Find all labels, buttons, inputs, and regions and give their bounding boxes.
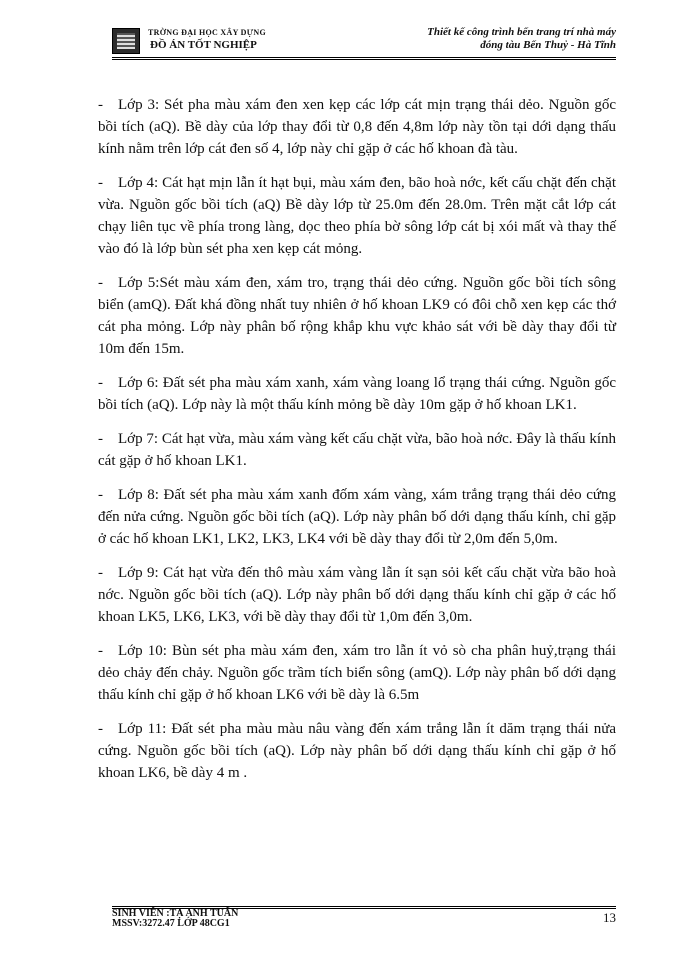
project-title-line-1: Thiết kế công trình bến trang trí nhà máy (427, 26, 616, 38)
soil-layer-paragraph (98, 718, 616, 784)
soil-layer-paragraph (98, 272, 616, 360)
student-info (112, 909, 238, 929)
project-title-line-2: đóng tàu Bến Thuỷ - Hà Tĩnh (480, 39, 616, 51)
page-header (112, 26, 616, 56)
paragraph-text: Lớp 8: Đất sét pha màu xám xanh đốm xám vàng, xám trắng trạng thái dẻo cứng đến nửa cứng. Nguồn gốc bồi tích (aQ). Lớp này phân bố dới dạng thấu kính, chỉ gặp ở các hố khoan LK1, LK2, LK3, LK4 với bề dày thay đổi từ 2,0m đến 5,0m. (98, 487, 616, 547)
document-body (98, 94, 616, 796)
paragraph-text: Lớp 9: Cát hạt vừa đến thô màu xám vàng lẫn ít sạn sỏi kết cấu chặt vừa bão hoà nớc. Nguồn gốc bồi tích (aQ). Lớp này phân bố dới dạng thấu kính chỉ gặp ở các hố khoan LK5, LK6, LK3, với bề dày thay đổi từ 1,0m đến 3,0m. (98, 565, 616, 625)
project-label: ĐỒ ÁN TỐT NGHIỆP (150, 39, 257, 51)
project-title (427, 26, 616, 52)
university-logo (112, 28, 140, 54)
soil-layer-paragraph (98, 94, 616, 160)
paragraph-text: Lớp 3: Sét pha màu xám đen xen kẹp các lớp cát mịn trạng thái dẻo. Nguồn gốc bồi tích (aQ). Bề dày của lớp thay đổi từ 0,8 đến 4,8m lớp này tồn tại dới dạng thấu kính nằm trên lớp cát đen số 4, lớp này chỉ gặp ở các hố khoan đà tàu. (98, 97, 616, 157)
paragraph-text: Lớp 11: Đất sét pha màu màu nâu vàng đến xám trắng lẫn ít dăm trạng thái nửa cứng. Nguồn gốc bồi tích (aQ). Lớp này phân bố dới dạng thấu kính chỉ gặp ở hố khoan LK6, bề dày 4 m . (98, 721, 616, 781)
soil-layer-paragraph (98, 172, 616, 260)
soil-layer-paragraph (98, 428, 616, 472)
bullet-marker: - (98, 565, 103, 581)
bullet-marker: - (98, 643, 103, 659)
soil-layer-paragraph (98, 372, 616, 416)
paragraph-text: Lớp 10: Bùn sét pha màu xám đen, xám tro lẫn ít vỏ sò cha phân huỷ,trạng thái dẻo chảy đến chảy. Nguồn gốc trầm tích biển sông (amQ). Lớp này phân bố dới dạng thấu kính chỉ gặp ở hố khoan LK6 với bề dày là 6.5m (98, 643, 616, 703)
bullet-marker: - (98, 97, 103, 113)
bullet-marker: - (98, 721, 103, 737)
soil-layer-paragraph (98, 562, 616, 628)
paragraph-text: Lớp 7: Cát hạt vừa, màu xám vàng kết cấu chặt vừa, bão hoà nớc. Đây là thấu kính cát gặp ở hố khoan LK1. (98, 431, 616, 469)
student-name: SINH VIÊN :TẠ ANH TUẤN (112, 908, 239, 919)
bullet-marker: - (98, 175, 103, 191)
school-name: TRỜNG ĐẠI HỌC XÂY DỰNG (148, 28, 267, 37)
bullet-marker: - (98, 275, 103, 291)
bullet-marker: - (98, 431, 103, 447)
paragraph-text: Lớp 6: Đất sét pha màu xám xanh, xám vàng loang lổ trạng thái cứng. Nguồn gốc bồi tích (aQ). Lớp này là một thấu kính mỏng bề dày 10m gặp ở hố khoan LK1. (98, 375, 616, 413)
soil-layer-paragraph (98, 640, 616, 706)
bullet-marker: - (98, 375, 103, 391)
bullet-marker: - (98, 487, 103, 503)
student-id-class: MSSV:3272.47 LỚP 48CG1 (112, 918, 230, 929)
header-divider (112, 57, 616, 60)
paragraph-text: Lớp 5:Sét màu xám đen, xám tro, trạng thái dẻo cứng. Nguồn gốc bồi tích sông biển (amQ). Đất khá đồng nhất tuy nhiên ở hố khoan LK9 có đôi chỗ xen kẹp các thớ cát pha mỏng. Lớp này phân bố rộng khắp khu vực khảo sát với bề dày thay đổi từ 10m đến 15m. (98, 275, 616, 357)
paragraph-text: Lớp 4: Cát hạt mịn lẫn ít hạt bụi, màu xám đen, bão hoà nớc, kết cấu chặt đến chặt vừa. Nguồn gốc bồi tích (aQ) Bề dày lớp từ 25.0m đến 28.0m. Trên mặt cắt lớp cát chạy liên tục về phía trong làng, dọc theo phía bờ sông lớp cát bị xói mất và thay thế vào đó là lớp bùn sét pha xen kẹp cát mỏng. (98, 175, 616, 257)
soil-layer-paragraph (98, 484, 616, 550)
page-number: 13 (603, 910, 616, 925)
